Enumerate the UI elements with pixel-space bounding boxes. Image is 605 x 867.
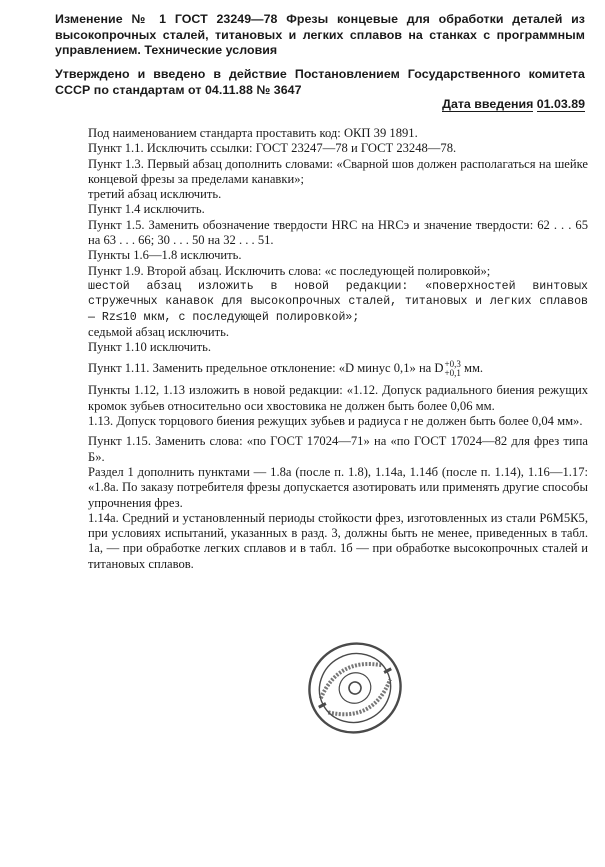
paragraph: третий абзац исключить. <box>88 187 222 202</box>
paragraph-tolerance <box>88 360 588 378</box>
paragraph: шестой абзац изложить в новой редакции: «поверхностей винтовых стружечных канавок для высокопрочных сталей, титановых и легких сплавов — Rz≤10 мкм, с последующей полировкой»; <box>88 279 588 324</box>
paragraph: Пункт 1.3. Первый абзац дополнить словами: «Сварной шов должен располагаться на шейке концевой фрезы за пределами канавки»; <box>88 156 588 186</box>
tolerance-fraction <box>445 360 461 378</box>
tolerance-text: Пункт 1.11. Заменить предельное отклонение: «D минус 0,1» на D <box>88 361 444 376</box>
paragraph: Пункт 1.1. Исключить ссылки: ГОСТ 23247—78 и ГОСТ 23248—78. <box>88 141 457 156</box>
paragraph: Пункт 1.5. Заменить обозначение твердости HRC на HRCэ и значение твердости: 62 . . . 65 на 63 . . . 66; 30 . . . 50 на 32 . . . 51. <box>88 217 588 248</box>
paragraph: Под наименованием стандарта проставить код: ОКП 39 1891. <box>88 126 418 140</box>
paragraph: Пункт 1.9. Второй абзац. Исключить слова: «с последующей полировкой»; <box>88 263 491 278</box>
tolerance-lower: +0,1 <box>444 368 461 379</box>
paragraph: Раздел 1 дополнить пунктами — 1.8а (после п. 1.8), 1.14а, 1.14б (после п. 1.14), 1.16—1.17: «1.8а. По заказу потребителя фрезы допускается азотировать или применять другие способы упрочнения фрез. <box>88 464 588 510</box>
tolerance-upper: +0,3 <box>444 359 461 370</box>
effective-date-label: Дата введения <box>442 97 534 111</box>
paragraph: 1.13. Допуск торцового биения режущих зубьев и радиуса r не должен быть более 0,04 мм». <box>88 414 583 429</box>
paragraph: Пункты 1.6—1.8 исключить. <box>88 248 242 263</box>
paragraph: Пункт 1.10 исключить. <box>88 340 212 355</box>
tolerance-unit: мм. <box>460 361 484 376</box>
document-body <box>88 126 588 572</box>
paragraph: седьмой абзац исключить. <box>88 324 230 339</box>
change-title: Изменение № 1 ГОСТ 23249—78 Фрезы концевые для обработки деталей из высокопрочных сталей, титановых и легких сплавов на станках с программным управлением. Технические условия <box>55 12 585 57</box>
paragraph: 1.14а. Средний и установленный периоды стойкости фрез, изготовленных из стали Р6М5К5, при условиях испытаний, указанных в разд. 3, должны быть не менее, приведенных в табл. 1а, — при обработке легких сплавов и в табл. 1б — при обработке высокопрочных сталей и титановых сплавов. <box>88 510 588 571</box>
paragraph: Пункты 1.12, 1.13 изложить в новой редакции: «1.12. Допуск радиального биения режущих кромок зубьев относительно оси хвостовика не должен быть более 0,06 мм. <box>88 383 588 413</box>
paragraph: Пункт 1.15. Заменить слова: «по ГОСТ 17024—71» на «по ГОСТ 17024—82 для фрез типа Б». <box>88 434 588 464</box>
effective-date-value: 01.03.89 <box>536 97 585 111</box>
approval-statement: Утверждено и введено в действие Постановлением Государственного комитета СССР по стандартам от 04.11.88 № 3647 <box>55 67 585 97</box>
official-stamp <box>300 633 410 743</box>
paragraph: Пункт 1.4 исключить. <box>88 202 205 217</box>
effective-date <box>442 97 585 111</box>
